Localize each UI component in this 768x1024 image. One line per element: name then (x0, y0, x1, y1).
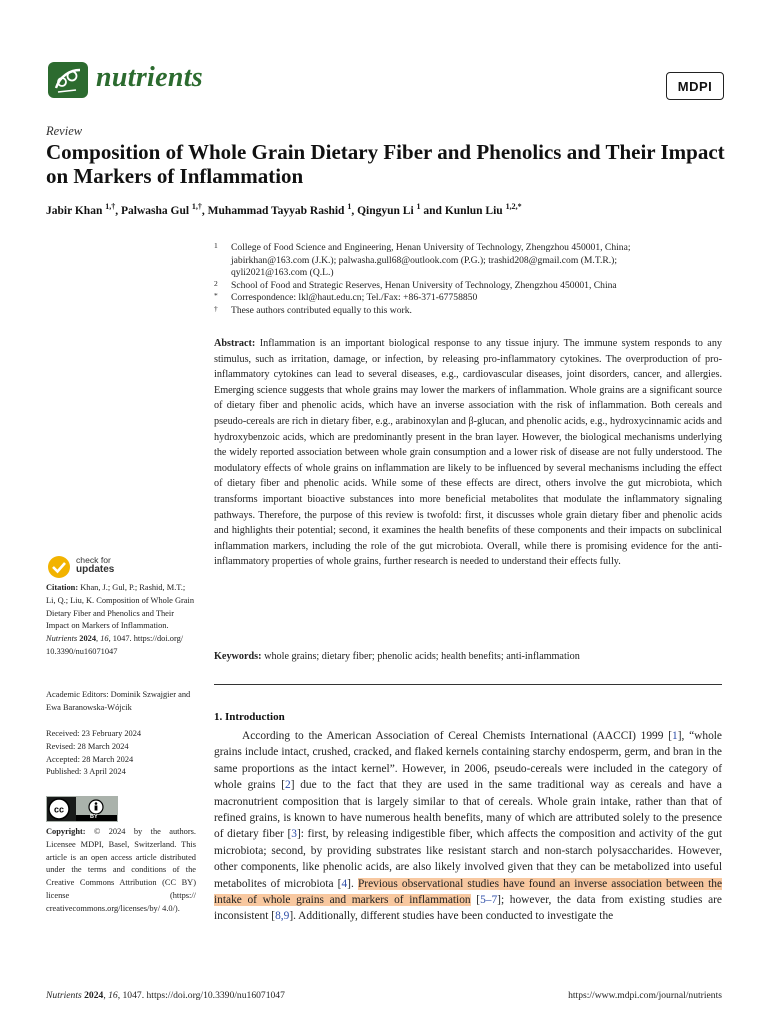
copyright-block (46, 826, 196, 916)
author-affiliation-mark: 1 (347, 202, 352, 211)
citation-link[interactable]: 3 (291, 828, 297, 841)
intro-text: ], “whole grains include intact, crushed, cracked, and flaked kernels containing starchy endosperm, germ, and bran in the same proportions as the intact kernel”. However, in 2006, pseudo-cereals were included in the category of whole grains [ (214, 730, 722, 792)
citation-link[interactable]: 1 (672, 730, 678, 742)
academic-editors: Academic Editors: Dominik Szwajgier and Ewa Baranowska-Wójcik (46, 690, 191, 712)
dates-block (46, 728, 196, 779)
citation-label: Citation: (46, 583, 79, 592)
citation-volume: 16 (100, 634, 109, 644)
cc-by-label: BY (90, 814, 98, 820)
article-type: Review (46, 124, 83, 138)
author-list: Jabir Khan $^{1,\dagger}$, Palwasha Gul $^{1,\dagger}$, Muhammad Tayyab Rashid $^1$, Qingyun Li $^1$ and Kunlun Liu $^{1,2,*}$ (46, 202, 522, 217)
keywords (214, 651, 722, 662)
journal-name: nutrients (96, 62, 203, 93)
date-line: Revised: 28 March 2024 (46, 741, 129, 751)
section-heading: 1. Introduction (214, 711, 285, 723)
affiliation-mark: * (214, 291, 218, 301)
affiliation (214, 305, 724, 318)
footer-volume: 16 (108, 990, 118, 1001)
check-for-updates-button[interactable] (46, 554, 166, 580)
affiliation-line: Correspondence: lkl@haut.edu.cn; Tel./Fax: +86-371-67758850 (231, 292, 478, 304)
author-affiliation-mark: 1,2,* (505, 202, 522, 211)
footer-doi[interactable]: , 1047. https://doi.org/10.3390/nu16071047 (117, 990, 285, 1001)
author-name[interactable]: Jabir Khan $^{1,\dagger}$ (46, 202, 116, 217)
affiliation-mark: 2 (214, 278, 218, 288)
citation-text: Khan, J.; Gul, P.; Rashid, M.T.; Li, Q.; Liu, K. Composition of Whole Grain Dietary Fiber and Phenolics and Their Impact on Markers of Inflammation. (46, 583, 195, 631)
copyright-label: Copyright: (46, 827, 86, 836)
affiliation-line: jabirkhan@163.com (J.K.); palwasha.gull68@outlook.com (P.G.); trashid208@gmail.com (M.T.R.); (231, 254, 618, 266)
author-affiliation-mark: 1 (416, 202, 421, 211)
abstract-label: Abstract: (214, 338, 256, 349)
intro-text: According to the American Association of Cereal Chemists International (AACCI) 1999 [ (242, 730, 672, 742)
affiliation-line: School of Food and Strategic Reserves, Henan University of Technology, Zhengzhou 450001, China (231, 279, 617, 291)
check-updates-icon (46, 554, 72, 580)
citation-block: Citation: Khan, J.; Gul, P.; Rashid, M.T.; Li, Q.; Liu, K. Composition of Whole Grain Dietary Fiber and Phenolics and Their Impact on Markers of Inflammation. Nutrients 2024, 16, 1047. https://doi.org/ 10.3390/nu16071047 (46, 583, 195, 656)
abstract (214, 336, 722, 570)
citation-link[interactable]: 8,9 (275, 910, 290, 923)
author-affiliation-mark: 1,† (191, 202, 202, 211)
section-divider (214, 684, 722, 685)
copyright-text: © 2024 by the authors. Licensee MDPI, Basel, Switzerland. This article is an open access article distributed under the terms and conditions of the Creative Commons Attribution (CC BY) license (https:// creativecommons.org/licenses/by/ 4.0/). (46, 827, 197, 913)
keywords-label: Keywords: (214, 651, 262, 662)
affiliation-mark: 1 (214, 241, 218, 250)
intro-text: ]: first, by releasing indigestible fiber, which affects the composition and activity of the gut microbiota; second, by providing substrates like resistant starch and non-starch polysaccharides. However, other components, like phenolic acids, are also likely involved given that they can be metabolized into useful metabolites of microbiota [ (214, 828, 722, 890)
check-for-text: check for (76, 555, 111, 565)
abstract-text: Inflammation is an important biological response to any tissue injury. The immune system responds to any stimulus, such as irritation, damage, or infection, by releasing pro-inflammatory cytokines. The overproduction of pro-inflammatory cytokines can lead to several diseases, e.g., cardiovascular diseases, joint disorders, cancer, and allergies. Emerging science suggests that whole grains may lower the markers of inflammation. Whole grains are a significant source of dietary fiber and phenolic acids, which have an inverse association with the risk of inflammation. Both cereals and pseudo-cereals are rich in dietary fiber, e.g., arabinoxylan and β-glucan, and phenolic acids, e.g., hydroxycinnamic acids and hydroxybenzoic acids, which are predominantly present in the bran layer. However, the biological mechanisms underlying the widely reported association between whole grain consumption and a lower risk of disease are not fully understood. The modulatory effects of whole grains on inflammation are likely to be influenced by several mechanisms including the effect of dietary fiber and phenolic acids. While some of these effects are direct, others involve the gut microbiota, which transforms important bioactive substances into more beneficial metabolites that modulate the inflammatory signaling pathways. Therefore, the purpose of this review is twofold: first, it discusses whole grain dietary fiber and phenolic acids and highlights their potential; second, it examines the health benefits of these components and their impacts on subclinical inflammation markers, including the role of the gut microbiota. Overall, while there is promising evidence for the anti-inflammatory properties of whole grains, further research is needed to understand their effects fully. (214, 338, 723, 568)
affiliation (214, 242, 724, 280)
keywords-text: whole grains; dietary fiber; phenolic acids; health benefits; anti-inflammation (264, 651, 580, 662)
citation-link[interactable]: 4 (341, 877, 348, 890)
journal-logo-icon (46, 60, 90, 100)
intro-paragraph (214, 728, 722, 925)
svg-text:cc: cc (53, 804, 65, 815)
highlighted-text[interactable]: Previous observational studies have found an inverse association between the intake of whole grains and markers of inflammation (214, 877, 722, 907)
intro-text: ]. Additionally, different studies have been conducted to investigate the (289, 910, 614, 923)
intro-text: ] due to the fact that they are used in the same traditional way as cereals and have a macronutrient composition that is largely similar to that of cereals. Whole grain intake, rather than that of refined grains, is known to have numerous health benefits, many of which are attributed solely to the presence of dietary fiber [ (214, 779, 722, 841)
article-title: Composition of Whole Grain Dietary Fiber and Phenolics and Their Impact on Markers of Inflammation (46, 140, 725, 188)
intro-text: ]. (347, 877, 358, 890)
footer-journal-url[interactable]: https://www.mdpi.com/journal/nutrients (568, 990, 722, 1001)
author-name[interactable]: Qingyun Li $^1$ (357, 202, 421, 217)
affiliation (214, 292, 724, 305)
affiliation-line: These authors contributed equally to this work. (231, 304, 412, 316)
footer-journal: Nutrients (46, 990, 82, 1001)
affiliation-line: College of Food Science and Engineering, Henan University of Technology, Zhengzhou 450001, China; (231, 242, 631, 253)
footer-citation: Nutrients 2024, 16, 1047. https://doi.org/10.3390/nu16071047 (46, 990, 285, 1001)
intro-text: ]; however, the data from existing studies are inconsistent [ (214, 894, 722, 923)
author-affiliation-mark: 1,† (105, 202, 116, 211)
affiliation-line: qyli2021@163.com (Q.L.) (231, 267, 334, 279)
updates-text: updates (76, 564, 115, 575)
date-line: Accepted: 28 March 2024 (46, 754, 134, 764)
affiliation (214, 280, 724, 293)
author-name[interactable]: Kunlun Liu $^{1,2,*}$ (444, 202, 522, 217)
author-name[interactable]: Muhammad Tayyab Rashid $^1$ (207, 202, 352, 217)
citation-link[interactable]: 2 (284, 779, 291, 792)
intro-text: [ (470, 894, 481, 907)
footer-year: 2024 (84, 990, 104, 1001)
date-line: Published: 3 April 2024 (46, 767, 126, 777)
citation-journal: Nutrients (46, 634, 78, 644)
publisher-logo: MDPI (666, 72, 724, 100)
citation-doi[interactable]: , 1047. https://doi.org/ 10.3390/nu16071047 (46, 634, 184, 656)
citation-link[interactable]: 5–7 (480, 894, 498, 907)
affiliation-mark: † (214, 303, 218, 313)
citation-year: 2024 (79, 634, 97, 644)
author-name[interactable]: Palwasha Gul $^{1,\dagger}$ (120, 202, 202, 217)
cc-by-license-icon[interactable] (46, 796, 118, 822)
affiliations (214, 242, 724, 318)
date-line: Received: 23 February 2024 (46, 729, 142, 738)
